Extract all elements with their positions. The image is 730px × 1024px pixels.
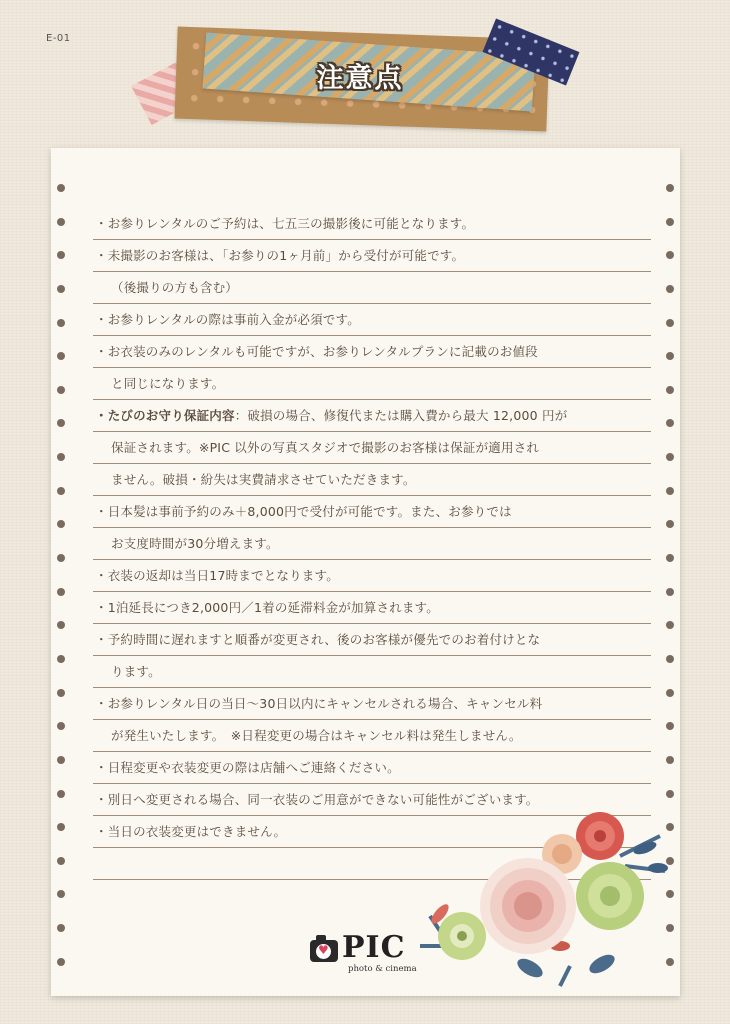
punch-hole xyxy=(666,319,674,327)
note-line xyxy=(93,240,651,272)
note-line xyxy=(93,688,651,720)
punch-hole xyxy=(57,790,65,798)
punch-hole xyxy=(666,352,674,360)
punch-hole xyxy=(57,453,65,461)
note-text: 保証されます。※PIC 以外の写真スタジオで撮影のお客様は保証が適用され xyxy=(111,440,540,455)
note-text: ります。 xyxy=(111,664,161,679)
note-text: ません。破損・紛失は実費請求させていただきます。 xyxy=(111,472,416,487)
note-line xyxy=(93,272,651,304)
note-line xyxy=(93,208,651,240)
logo-name: PIC xyxy=(342,930,406,965)
red-flower xyxy=(576,812,624,860)
heart-icon xyxy=(316,944,331,959)
note-line xyxy=(93,368,651,400)
punch-hole xyxy=(666,251,674,259)
pic-logo xyxy=(310,930,420,976)
punch-hole xyxy=(666,756,674,764)
punch-hole xyxy=(57,419,65,427)
punch-hole xyxy=(57,722,65,730)
note-text: ・お参りレンタルのご予約は、七五三の撮影後に可能となります。 xyxy=(95,216,475,231)
flower-bouquet-illustration xyxy=(420,796,670,988)
punch-hole xyxy=(666,453,674,461)
punch-hole xyxy=(57,588,65,596)
punch-hole xyxy=(57,319,65,327)
note-text: （後撮りの方も含む） xyxy=(111,280,239,295)
punch-hole xyxy=(57,520,65,528)
logo-subtitle: photo & cinema xyxy=(348,964,417,974)
note-line xyxy=(93,528,651,560)
punch-hole xyxy=(666,487,674,495)
note-line xyxy=(93,400,651,432)
note-text: ・未撮影のお客様は、「お参りの1ヶ月前」から受付が可能です。 xyxy=(95,248,465,263)
punch-hole xyxy=(666,218,674,226)
punch-hole xyxy=(666,722,674,730)
note-line xyxy=(93,752,651,784)
note-text: お支度時間が30分増えます。 xyxy=(111,536,279,551)
punch-hole xyxy=(57,285,65,293)
punch-hole xyxy=(57,352,65,360)
note-line xyxy=(93,720,651,752)
punch-hole xyxy=(57,621,65,629)
note-text: ：破損の場合、修復代または購入費から最大 12,000 円が xyxy=(234,408,568,423)
note-text: ・別日へ変更される場合、同一衣装のご用意ができない可能性がございます。 xyxy=(95,792,539,807)
note-line xyxy=(93,656,651,688)
note-line xyxy=(93,336,651,368)
note-text: ・日程変更や衣装変更の際は店舗へご連絡ください。 xyxy=(95,760,400,775)
punch-hole xyxy=(666,184,674,192)
note-line xyxy=(93,304,651,336)
note-text: ・日本髪は事前予約のみ＋8,000円で受付が可能です。また、お参りでは xyxy=(95,504,512,519)
punch-hole xyxy=(57,487,65,495)
punch-hole xyxy=(57,184,65,192)
small-green-flower xyxy=(438,912,486,960)
note-text: ・衣装の返却は当日17時までとなります。 xyxy=(95,568,339,583)
page-title: 注意点 xyxy=(316,63,404,94)
note-line xyxy=(93,464,651,496)
green-flower xyxy=(576,862,644,930)
note-text: ・1泊延長につき2,000円／1着の延滞料金が加算されます。 xyxy=(95,600,439,615)
note-text: ・当日の衣装変更はできません。 xyxy=(95,824,287,839)
punch-hole xyxy=(57,857,65,865)
note-text: ・お衣装のみのレンタルも可能ですが、お参りレンタルプランに記載のお値段 xyxy=(95,344,538,359)
note-text: ・お参りレンタルの際は事前入金が必須です。 xyxy=(95,312,360,327)
note-text: ・お参りレンタル日の当日〜30日以内にキャンセルされる場合、キャンセル料 xyxy=(95,696,543,711)
punch-hole xyxy=(57,823,65,831)
note-line xyxy=(93,560,651,592)
note-text: が発生いたします。 ※日程変更の場合はキャンセル料は発生しません。 xyxy=(111,728,522,743)
punch-hole xyxy=(666,621,674,629)
punch-hole xyxy=(666,285,674,293)
punch-hole xyxy=(57,655,65,663)
note-emphasis: ・たびのお守り保証内容 xyxy=(95,408,235,423)
punch-hole xyxy=(57,756,65,764)
note-line xyxy=(93,592,651,624)
note-line xyxy=(93,432,651,464)
left-punch-holes xyxy=(57,184,65,966)
punch-hole xyxy=(57,554,65,562)
punch-hole xyxy=(666,419,674,427)
punch-hole xyxy=(57,689,65,697)
punch-hole xyxy=(57,924,65,932)
page-code: E-01 xyxy=(46,33,71,44)
punch-hole xyxy=(57,958,65,966)
punch-hole xyxy=(666,520,674,528)
note-line xyxy=(93,496,651,528)
punch-hole xyxy=(666,588,674,596)
note-text: と同じになります。 xyxy=(111,376,225,391)
punch-hole xyxy=(57,251,65,259)
punch-hole xyxy=(666,655,674,663)
pink-rose xyxy=(480,858,576,954)
punch-hole xyxy=(666,689,674,697)
camera-icon xyxy=(310,940,338,962)
punch-hole xyxy=(57,218,65,226)
punch-hole xyxy=(57,386,65,394)
punch-hole xyxy=(666,554,674,562)
punch-hole xyxy=(666,386,674,394)
note-text: ・予約時間に遅れますと順番が変更され、後のお客様が優先でのお着付けとな xyxy=(95,632,541,647)
punch-hole xyxy=(57,890,65,898)
notes-list xyxy=(93,208,651,880)
note-line xyxy=(93,624,651,656)
